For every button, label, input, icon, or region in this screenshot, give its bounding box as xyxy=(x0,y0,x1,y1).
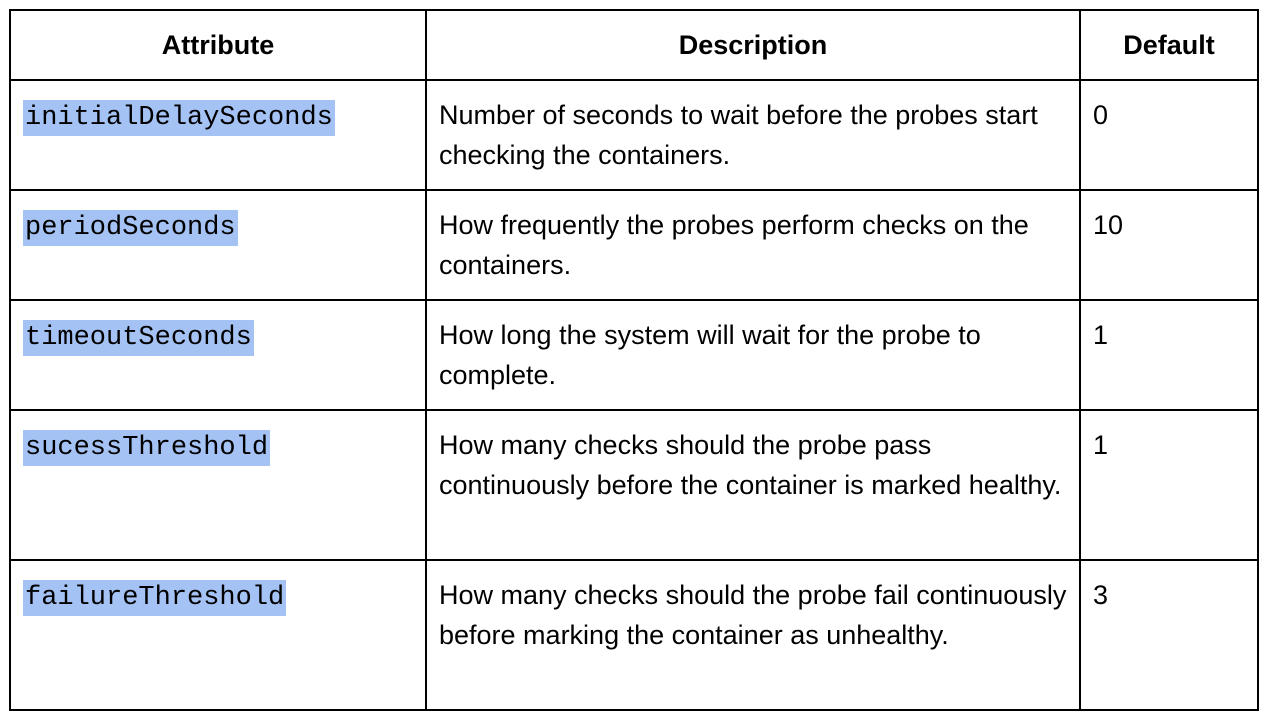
attribute-cell xyxy=(10,80,426,190)
table-row xyxy=(10,300,1258,410)
description-cell: How frequently the probes perform checks on the containers. xyxy=(426,190,1080,300)
default-cell: 1 xyxy=(1080,300,1258,410)
attribute-cell xyxy=(10,410,426,560)
document-page xyxy=(9,9,1259,711)
description-cell: How many checks should the probe fail continuously before marking the container as unhealthy. xyxy=(426,560,1080,710)
default-cell: 3 xyxy=(1080,560,1258,710)
attribute-name: timeoutSeconds xyxy=(23,320,254,356)
header-attribute: Attribute xyxy=(10,10,426,80)
table-header-row xyxy=(10,10,1258,80)
description-cell: How long the system will wait for the probe to complete. xyxy=(426,300,1080,410)
default-cell: 0 xyxy=(1080,80,1258,190)
description-cell: How many checks should the probe pass continuously before the container is marked healthy. xyxy=(426,410,1080,560)
header-default: Default xyxy=(1080,10,1258,80)
table-row xyxy=(10,410,1258,560)
default-cell: 1 xyxy=(1080,410,1258,560)
attribute-cell xyxy=(10,190,426,300)
attribute-name: initialDelaySeconds xyxy=(23,100,335,136)
table-row xyxy=(10,560,1258,710)
header-description: Description xyxy=(426,10,1080,80)
description-cell: Number of seconds to wait before the probes start checking the containers. xyxy=(426,80,1080,190)
default-cell: 10 xyxy=(1080,190,1258,300)
attribute-name: periodSeconds xyxy=(23,210,238,246)
attribute-name: sucessThreshold xyxy=(23,430,270,466)
attribute-cell xyxy=(10,560,426,710)
table-row xyxy=(10,190,1258,300)
table-row xyxy=(10,80,1258,190)
attribute-name: failureThreshold xyxy=(23,580,286,616)
probe-attributes-table xyxy=(9,9,1259,711)
attribute-cell xyxy=(10,300,426,410)
